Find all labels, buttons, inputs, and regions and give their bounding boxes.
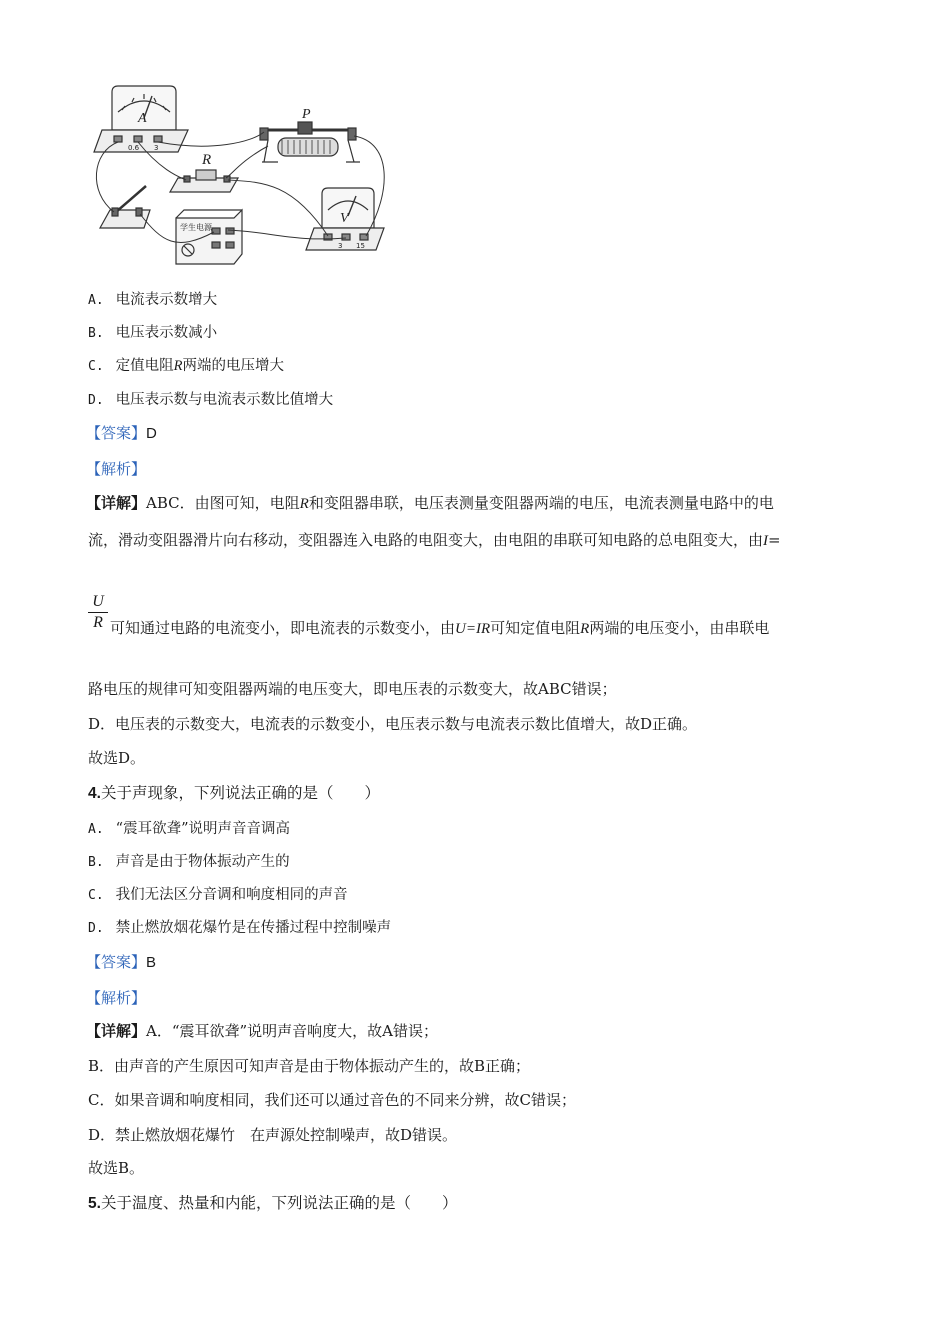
option-label: D. (88, 921, 104, 936)
option-text: “震耳欲聋”说明声音音调高 (115, 821, 290, 837)
option-text: 声音是由于物体振动产生的 (115, 854, 290, 870)
q3-option-d (88, 388, 333, 409)
detail-tag: 【详解】 (86, 1022, 147, 1040)
slider-label: P (302, 107, 311, 122)
q3-option-b (88, 321, 217, 342)
detail-text: 流，滑动变阻器滑片向右移动，变阻器连入电路的电阻变大，由电阻的串联可知电路的总电阻变大，由 (88, 531, 764, 549)
q3-option-c (88, 354, 284, 375)
option-text: 我们无法区分音调和响度相同的声音 (115, 887, 348, 903)
q4-detail-line-2: B．由声音的产生原因可知声音是由于物体振动产生的，故B正确； (88, 1057, 531, 1075)
formula-u-ir: U=IR (455, 621, 491, 637)
q4-option-a (88, 817, 290, 838)
option-label: B. (88, 326, 104, 341)
q4-conclusion: 故选B。 (88, 1159, 145, 1177)
q4-option-b (88, 850, 290, 871)
detail-text: ABC．由图可知，电阻 (146, 494, 300, 512)
detail-text: 可知定值电阻 (490, 619, 581, 637)
q4-stem (88, 781, 380, 803)
voltmeter-terminal-b: 15 (356, 242, 365, 250)
q3-detail-line-2 (88, 529, 781, 550)
detail-text: A．“震耳欲聋”说明声音响度大，故A错误； (146, 1022, 439, 1040)
detail-text: 可知通过电路的电流变小，即电流表的示数变小，由 (110, 619, 456, 637)
variable-r: R (299, 496, 309, 512)
question-number: 4. (88, 785, 101, 802)
detail-text: = (768, 531, 781, 549)
q4-detail-line-1 (86, 1020, 438, 1041)
q4-answer (86, 951, 156, 972)
q3-analysis-tag: 【解析】 (86, 460, 147, 478)
answer-tag: 【答案】 (86, 424, 147, 442)
q4-detail-line-4: D．禁止燃放烟花爆竹 在声源处控制噪声，故D错误。 (88, 1126, 458, 1144)
ammeter-scale-label: 0.6 (128, 144, 140, 152)
power-supply-figure (176, 210, 242, 264)
option-text: 电流表示数增大 (115, 292, 218, 308)
option-label: C. (88, 888, 104, 903)
detail-text: 和变阻器串联，电压表测量变阻器两端的电压，电流表测量电路中的电 (308, 494, 774, 512)
voltmeter-label: V (340, 211, 349, 226)
q4-detail-line-3: C．如果音调和响度相同，我们还可以通过音色的不同来分辨，故C错误； (88, 1091, 576, 1109)
power-supply-label: 学生电源 (180, 223, 212, 232)
answer-value: D (146, 425, 157, 442)
q3-detail-line-4: 路电压的规律可知变阻器两端的电压变大，即电压表的示数变大，故ABC错误； (88, 680, 617, 698)
option-label: D. (88, 393, 104, 408)
q3-conclusion: 故选D。 (88, 749, 146, 767)
option-text: 两端的电压增大 (182, 358, 285, 374)
question-number: 5. (88, 1195, 101, 1212)
fraction-u-over-r (88, 592, 108, 633)
q4-option-c (88, 883, 348, 904)
q3-detail-line-3 (110, 617, 769, 638)
q3-detail-line-5: D．电压表的示数变大，电流表的示数变小，电压表示数与电流表示数比值增大，故D正确。 (88, 715, 698, 733)
q4-analysis-tag: 【解析】 (86, 989, 147, 1007)
detail-text: 两端的电压变小，由串联电 (589, 619, 770, 637)
q3-option-a (88, 288, 217, 309)
detail-tag: 【详解】 (86, 494, 147, 512)
resistor-label: R (202, 152, 212, 168)
ammeter-label: A (138, 111, 147, 126)
option-text: 禁止燃放烟花爆竹是在传播过程中控制噪声 (115, 920, 392, 936)
q3-answer (86, 422, 157, 443)
option-label: B. (88, 855, 104, 870)
q4-option-d (88, 916, 391, 937)
option-label: C. (88, 359, 104, 374)
voltmeter-terminal-a: 3 (338, 242, 343, 250)
option-text: 定值电阻 (115, 358, 174, 374)
option-text: 电压表示数减小 (115, 325, 218, 341)
q3-detail-line-1 (86, 492, 774, 513)
variable-r: R (580, 621, 590, 637)
question-text: 关于声现象，下列说法正确的是（ ） (100, 784, 380, 802)
resistor-figure (170, 170, 238, 192)
fraction-denominator: R (93, 614, 103, 631)
variable-i: I (763, 533, 769, 549)
question-text: 关于温度、热量和内能，下列说法正确的是（ ） (100, 1194, 458, 1212)
switch-figure (100, 186, 150, 228)
option-label: A. (88, 293, 104, 308)
ammeter-terminal-label: 3 (154, 144, 159, 152)
rheostat-figure (260, 122, 360, 162)
fraction-numerator: U (88, 592, 108, 613)
option-text: 电压表示数与电流表示数比值增大 (115, 392, 334, 408)
answer-value: B (146, 954, 157, 971)
variable-r: R (173, 358, 183, 374)
q5-stem (88, 1191, 457, 1213)
option-label: A. (88, 822, 104, 837)
circuit-diagram (92, 82, 392, 272)
answer-tag: 【答案】 (86, 953, 147, 971)
